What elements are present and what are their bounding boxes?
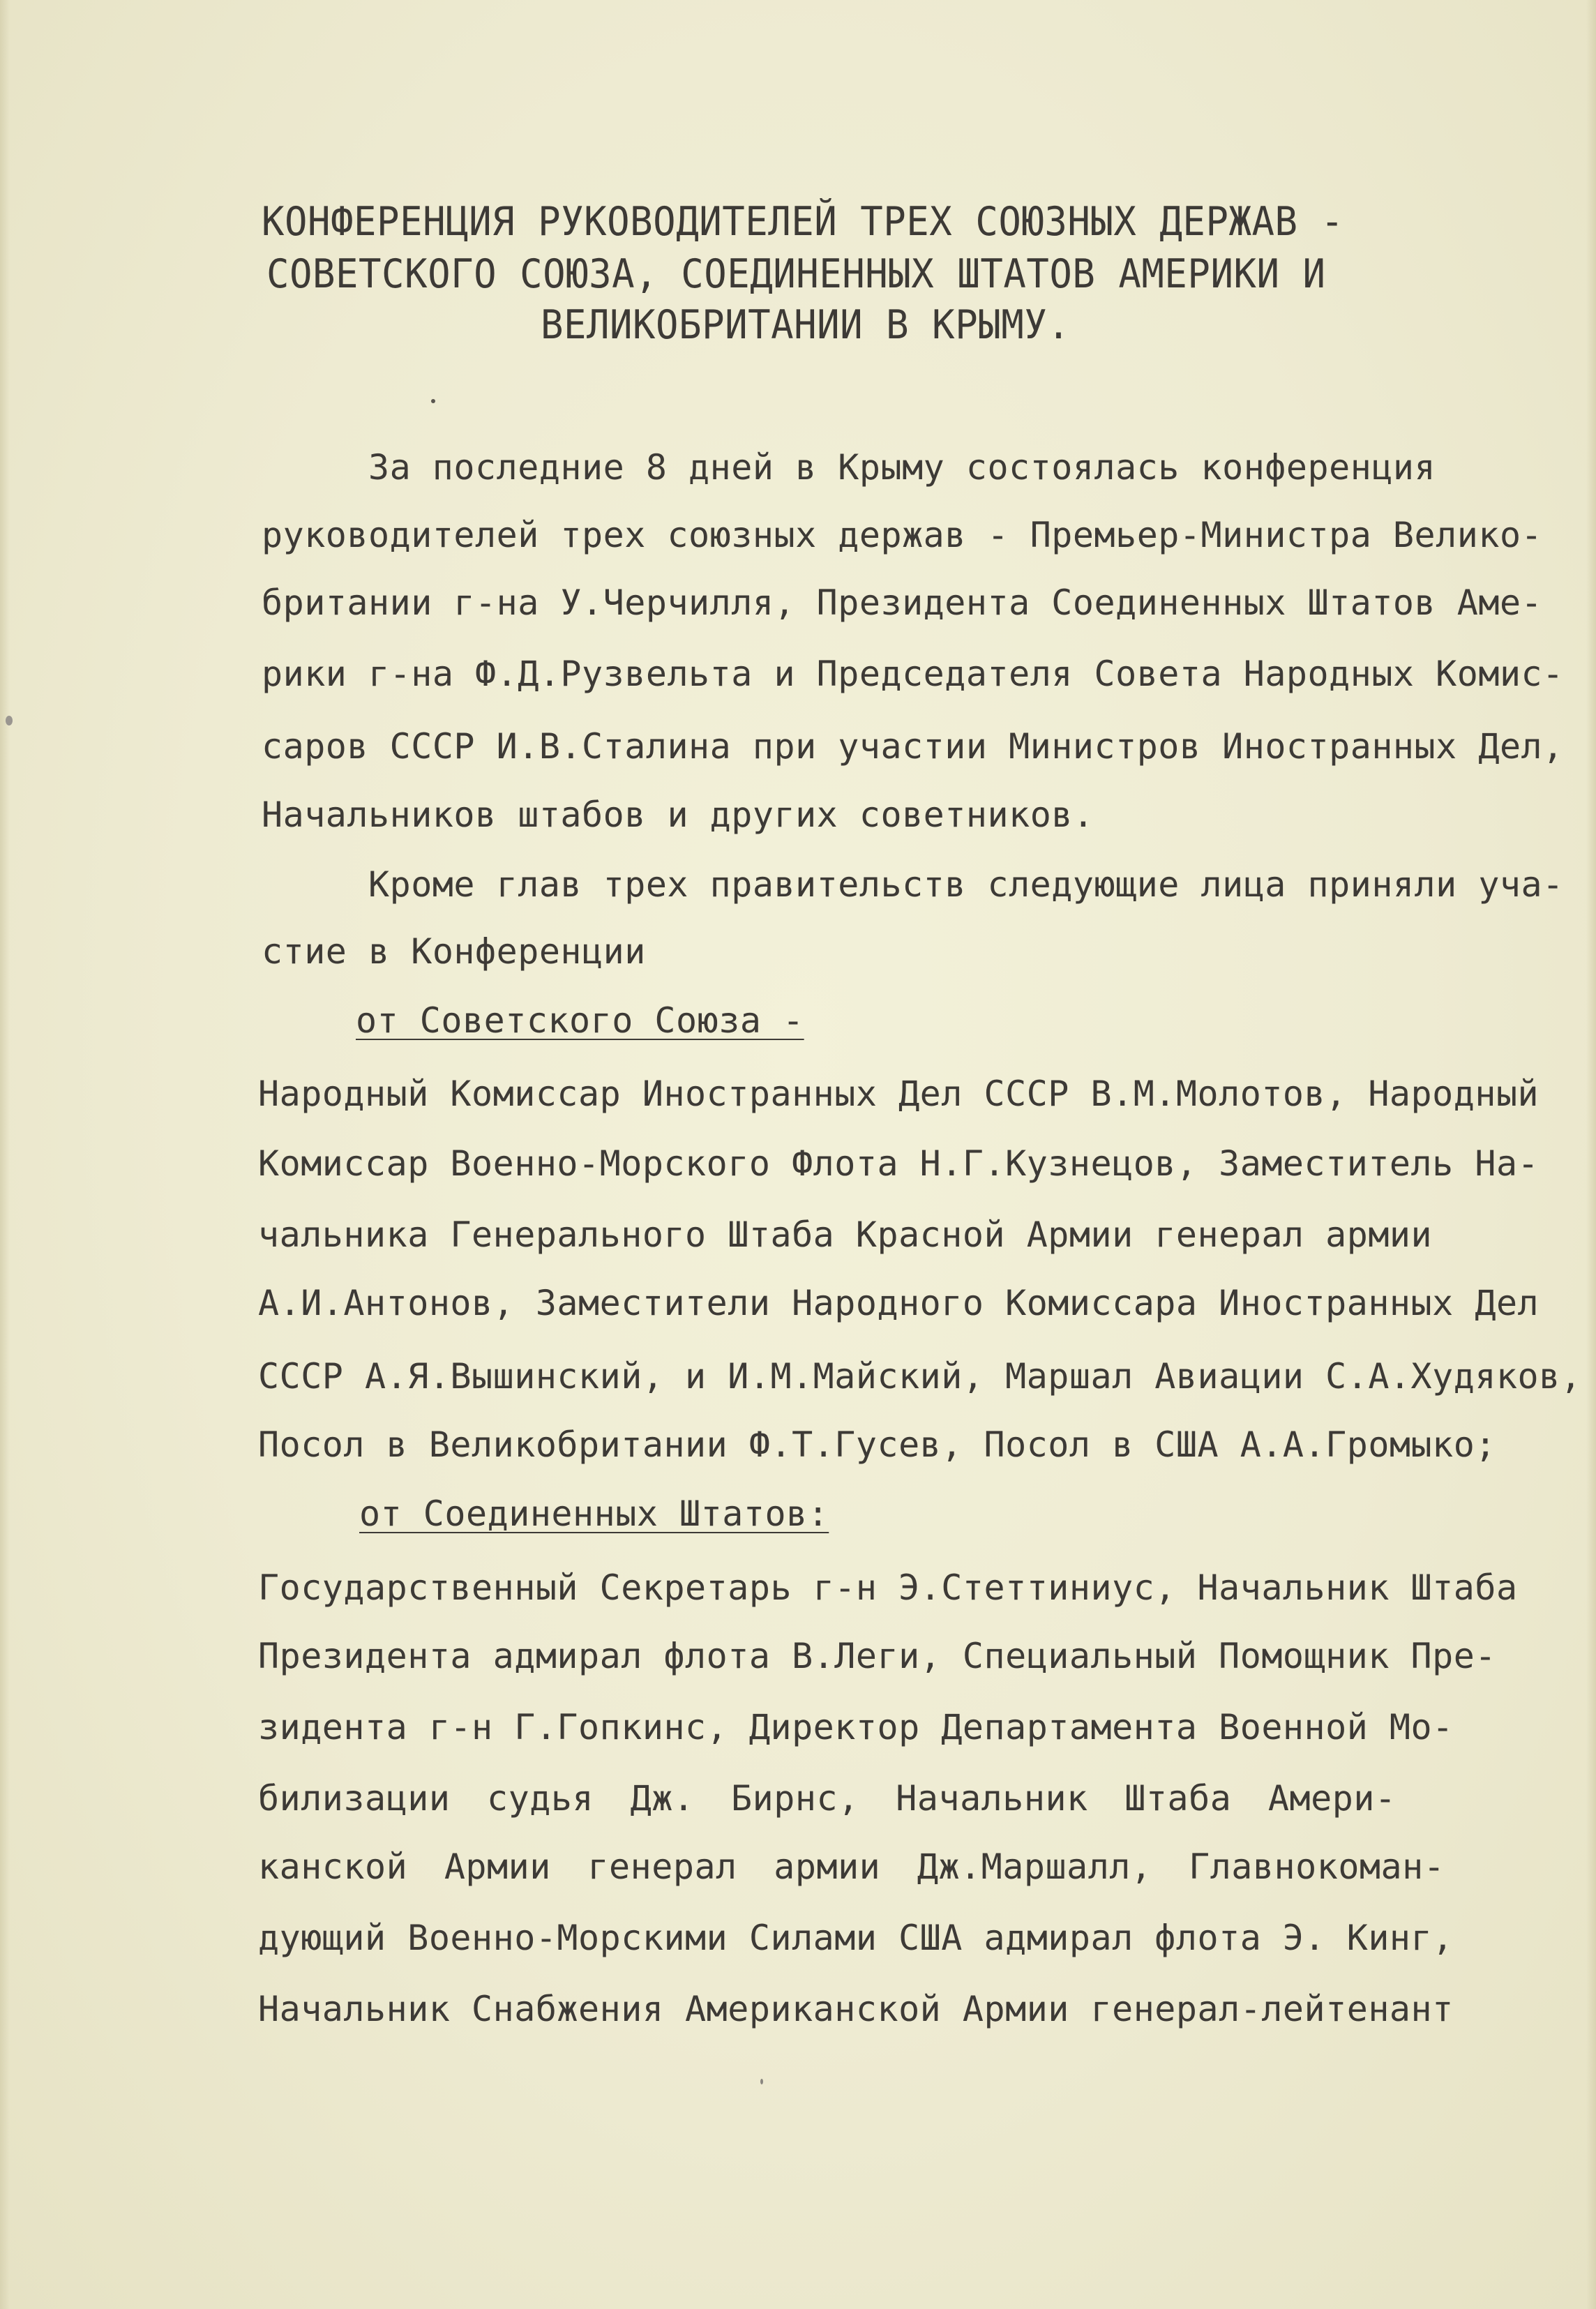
paragraph-line: Государственный Секретарь г-н Э.Стеттиниус, Начальник Штаба	[258, 1567, 1518, 1608]
paragraph-line: стие в Конференции	[262, 931, 646, 972]
paragraph-line: Народный Комиссар Иностранных Дел СССР В.М.Молотов, Народный	[258, 1074, 1539, 1114]
paragraph-line: Президента адмирал флота В.Леги, Специальный Помощник Пре-	[258, 1636, 1496, 1676]
section-heading-soviet-union: от Советского Союза -	[356, 1000, 804, 1041]
paragraph-line: чальника Генерального Штаба Красной Армии генерал армии	[258, 1214, 1433, 1255]
page-edge-right	[1586, 0, 1596, 2309]
paragraph-line: Комиссар Военно-Морского Флота Н.Г.Кузнецов, Заместитель На-	[258, 1143, 1539, 1184]
ink-speck	[760, 2079, 763, 2084]
paragraph-line: саров СССР И.В.Сталина при участии Министров Иностранных Дел,	[262, 726, 1564, 767]
page-edge-left	[0, 0, 10, 2309]
section-heading-united-states: от Соединенных Штатов:	[359, 1494, 829, 1534]
ink-speck	[6, 716, 13, 725]
paragraph-line: СССР А.Я.Вышинский, и И.М.Майский, Маршал Авиации С.А.Худяков,	[258, 1356, 1582, 1397]
ink-speck	[431, 399, 435, 403]
paragraph-line: руководителей трех союзных держав - Премьер-Министра Велико-	[262, 515, 1543, 555]
paragraph-line: канской Армии генерал армии Дж.Маршалл, Главнокоман-	[258, 1847, 1445, 1887]
paragraph-line: Кроме глав трех правительств следующие лица приняли уча-	[368, 864, 1564, 905]
paragraph-line: зидента г-н Г.Гопкинс, Директор Департамента Военной Мо-	[258, 1707, 1454, 1747]
document-title-line-2: СОВЕТСКОГО СОЮЗА, СОЕДИНЕННЫХ ШТАТОВ АМЕРИКИ И	[266, 250, 1326, 297]
paragraph-line: британии г-на У.Черчилля, Президента Соединенных Штатов Аме-	[262, 582, 1543, 623]
paragraph-line: Начальник Снабжения Американской Армии генерал-лейтенант	[258, 1989, 1454, 2029]
document-title-line-3: ВЕЛИКОБРИТАНИИ В КРЫМУ.	[541, 301, 1071, 348]
paragraph-line: За последние 8 дней в Крыму состоялась конференция	[368, 447, 1436, 488]
paragraph-line: рики г-на Ф.Д.Рузвельта и Председателя Совета Народных Комис-	[262, 654, 1564, 694]
paragraph-line: Начальников штабов и других советников.	[262, 795, 1094, 835]
paragraph-line: Посол в Великобритании Ф.Т.Гусев, Посол в США А.А.Громыко;	[258, 1424, 1496, 1465]
paragraph-line: А.И.Антонов, Заместители Народного Комиссара Иностранных Дел	[258, 1283, 1539, 1323]
paragraph-line: дующий Военно-Морскими Силами США адмирал флота Э. Кинг,	[258, 1918, 1454, 1958]
document-title-line-1: КОНФЕРЕНЦИЯ РУКОВОДИТЕЛЕЙ ТРЕХ СОЮЗНЫХ ДЕРЖАВ -	[262, 198, 1344, 245]
paragraph-line: билизации судья Дж. Бирнс, Начальник Штаба Амери-	[258, 1778, 1396, 1819]
